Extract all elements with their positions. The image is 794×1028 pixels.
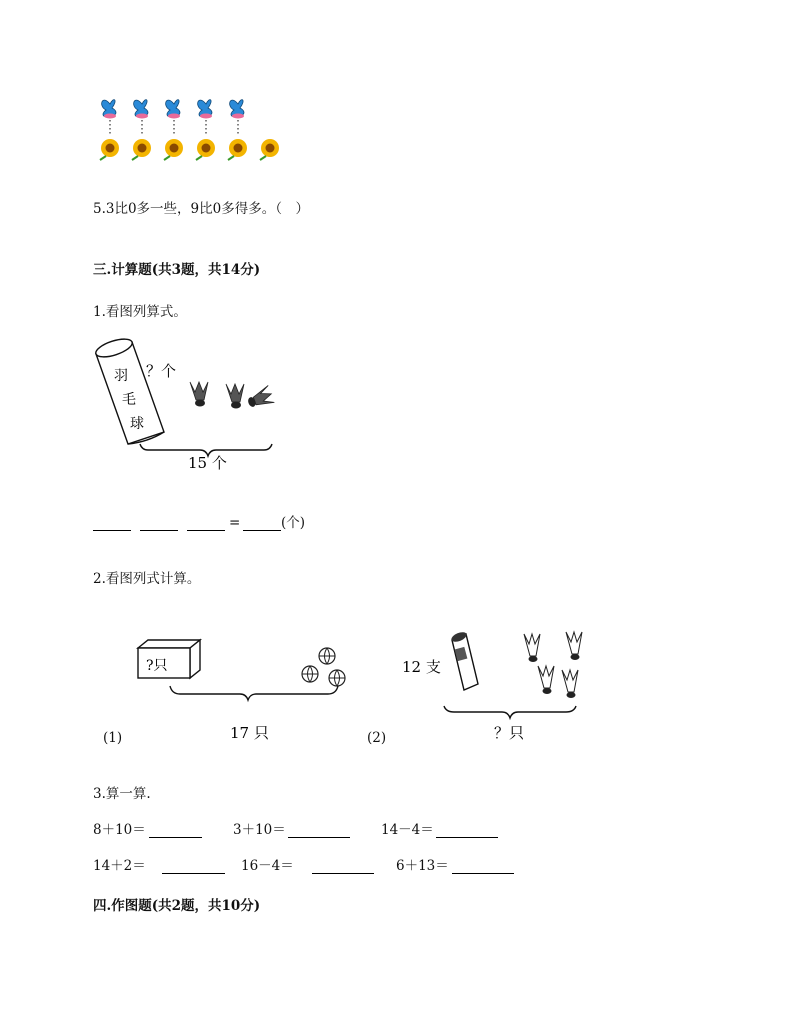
tube-label-2: 毛 (122, 392, 136, 408)
calc-answer-2[interactable] (288, 837, 350, 838)
dotted-connectors (110, 120, 238, 136)
butterfly-icon (102, 100, 116, 119)
answer-blank-result[interactable] (243, 530, 281, 531)
equals-sign: = (229, 515, 241, 531)
calc-item-2: 3＋10＝ (233, 822, 286, 838)
shuttlecock-tube (94, 335, 164, 444)
q1-figure (92, 336, 302, 476)
butterfly-icon (166, 100, 180, 119)
answer-blank-3[interactable] (187, 530, 225, 531)
section-3-title: 三.计算题(共3题，共14分) (93, 262, 261, 278)
butterfly-icon (134, 100, 148, 119)
answer-blank-1[interactable] (93, 530, 131, 531)
tube-label-1: 羽 (114, 368, 128, 384)
tube-label-3: 球 (130, 416, 144, 432)
shuttlecock-icon (226, 384, 244, 409)
section-4-title: 四.作图题(共2题，共10分) (93, 898, 261, 914)
calc-answer-6[interactable] (452, 873, 514, 874)
butterfly-flower-picture (96, 92, 288, 162)
ball-icon (302, 666, 318, 682)
q1-title: 1.看图列算式。 (93, 304, 187, 320)
calc-answer-3[interactable] (436, 837, 498, 838)
shuttlecock-icon (562, 670, 578, 698)
ball-icon (329, 670, 345, 686)
part2-number: (2) (367, 730, 387, 746)
calc-item-4: 14＋2＝ (93, 858, 146, 874)
calc-item-1: 8＋10＝ (93, 822, 146, 838)
box-label: ?只 (146, 658, 168, 674)
question-5-text: 5.3比0多一些，9比0多得多。（ ） (93, 201, 309, 217)
part2-brace (444, 706, 576, 718)
part2-total-label: ？只 (494, 724, 525, 742)
part1-total-label: 17 只 (230, 724, 269, 742)
part1-number: (1) (103, 730, 123, 746)
q2-part1-figure (100, 636, 360, 746)
unit-label: (个) (281, 515, 306, 531)
answer-blank-2[interactable] (140, 530, 178, 531)
flower-icon (164, 139, 183, 160)
flower-icon (260, 139, 279, 160)
shuttlecock-tube (450, 630, 478, 690)
known-count-label: 12 支 (402, 658, 441, 676)
butterfly-icon (230, 100, 244, 119)
calc-item-5: 16－4＝ (241, 858, 294, 874)
calc-answer-1[interactable] (149, 837, 202, 838)
calc-item-6: 6＋13＝ (396, 858, 449, 874)
flower-icon (132, 139, 151, 160)
flower-icon (228, 139, 247, 160)
calc-item-3: 14－4＝ (381, 822, 434, 838)
q3-title: 3.算一算. (93, 786, 151, 802)
shuttlecock-icon (245, 385, 274, 410)
butterfly-icon (198, 100, 212, 119)
q2-title: 2.看图列式计算。 (93, 571, 201, 587)
calc-answer-4[interactable] (162, 873, 225, 874)
shuttlecock-icon (190, 382, 208, 407)
unknown-count-label: ？个 (146, 362, 177, 380)
ball-icon (319, 648, 335, 664)
shuttlecock-icon (524, 634, 540, 662)
shuttlecock-icon (566, 632, 582, 660)
flower-icon (196, 139, 215, 160)
flower-icon (100, 139, 119, 160)
total-count-label: 15 个 (188, 454, 227, 472)
shuttlecock-icon (538, 666, 554, 694)
calc-answer-5[interactable] (312, 873, 374, 874)
part1-brace (170, 686, 338, 700)
q2-part2-figure (398, 626, 598, 746)
